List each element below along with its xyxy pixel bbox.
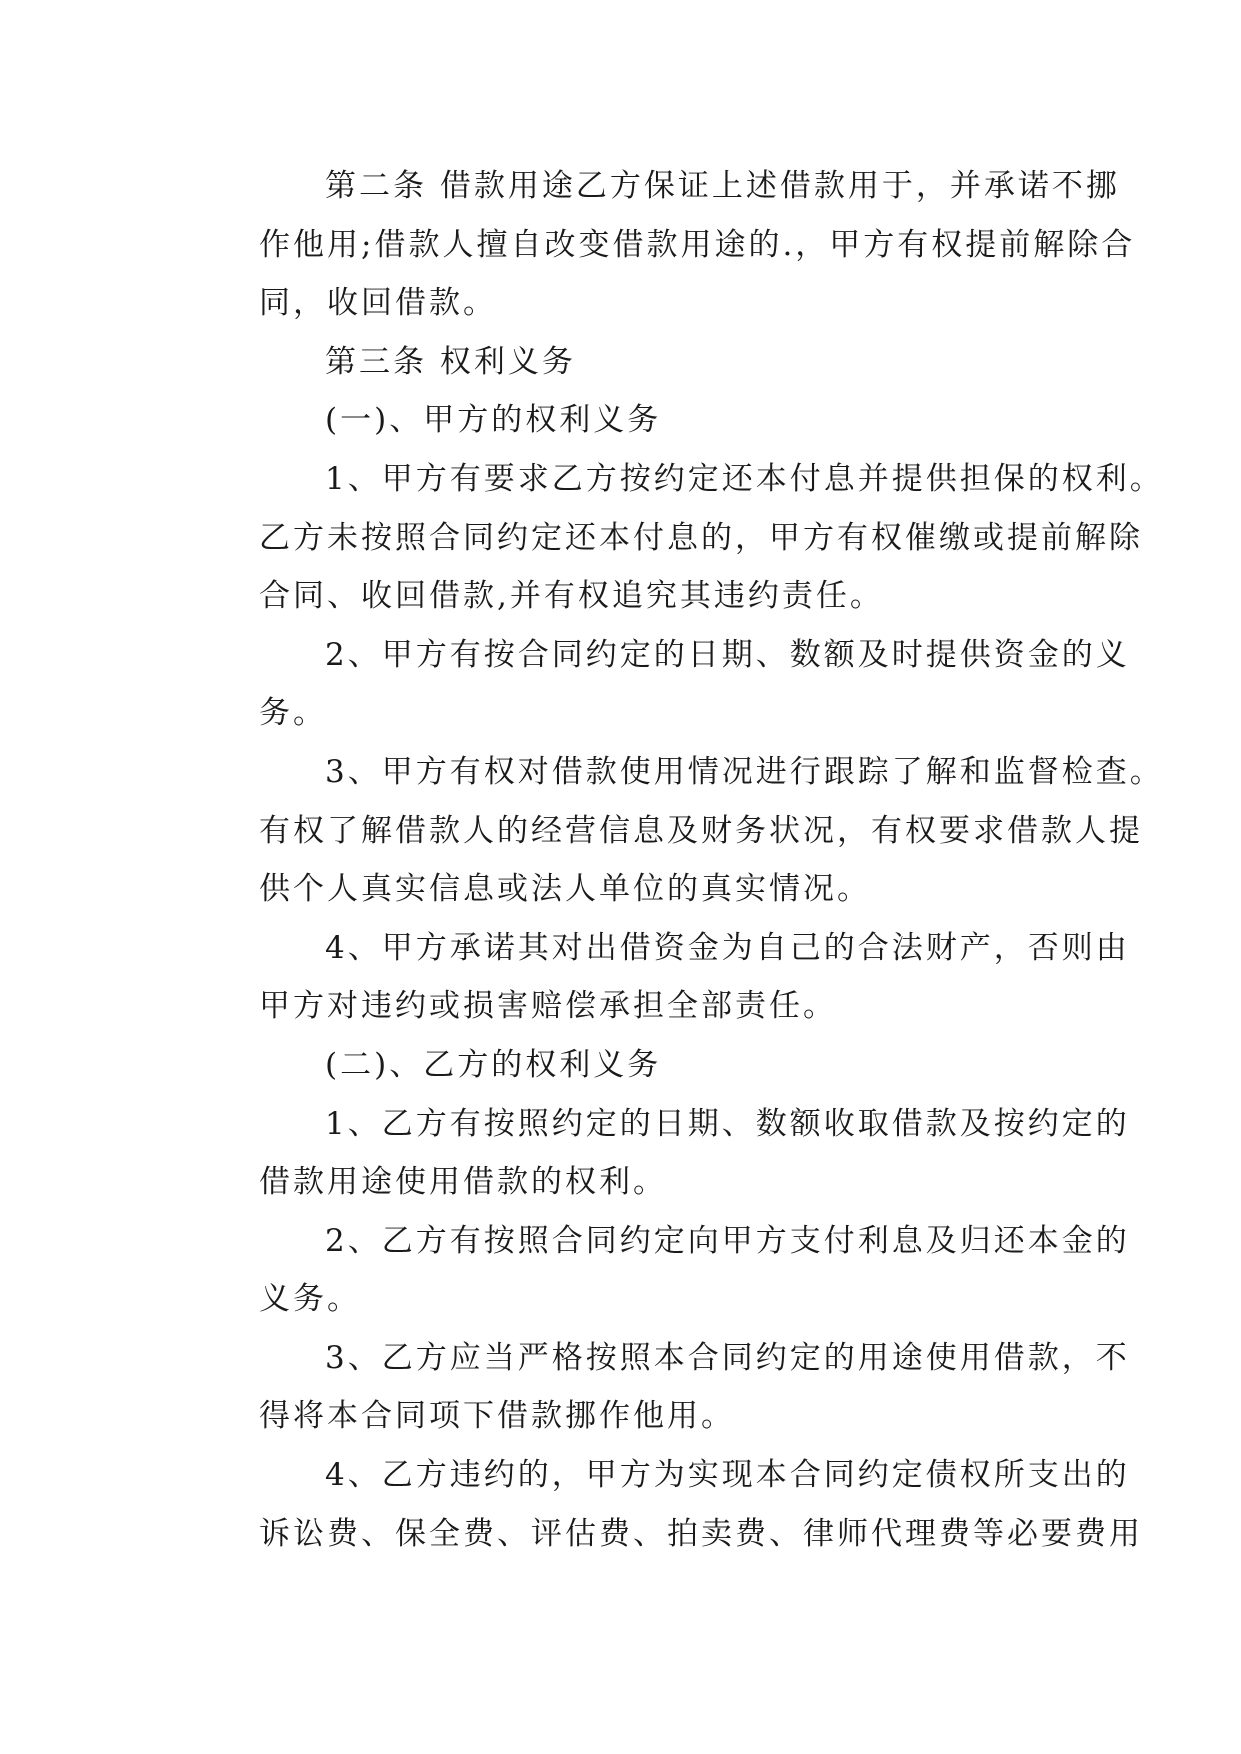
- text-line: 第三条 权利义务: [325, 343, 576, 380]
- party-a-item-2: [193, 626, 1130, 743]
- text-line: 甲方对违约或损害赔偿承担全部责任。: [259, 988, 837, 1025]
- article-2-paragraph: [193, 157, 1136, 333]
- text-line: 2、甲方有按合同约定的日期、数额及时提供资金的义: [325, 636, 1130, 673]
- text-line: 乙方未按照合同约定还本付息的，甲方有权催缴或提前解除: [259, 519, 1143, 556]
- party-a-item-4: [193, 919, 1130, 1036]
- text-line: 3、乙方应当严格按照本合同约定的用途使用借款，不: [325, 1339, 1130, 1376]
- text-line: (二)、乙方的权利义务: [325, 1046, 662, 1083]
- text-line: 作他用;借款人擅自改变借款用途的.，甲方有权提前解除合: [259, 226, 1136, 263]
- text-line: 2、乙方有按照合同约定向甲方支付利息及归还本金的: [325, 1222, 1130, 1259]
- text-line: 第二条 借款用途乙方保证上述借款用于，并承诺不挪: [325, 168, 1120, 204]
- party-b-item-4: [193, 1446, 1143, 1563]
- party-b-item-3: [193, 1329, 1130, 1446]
- section-party-a-heading: [193, 391, 1055, 450]
- text-line: 1、乙方有按照约定的日期、数额收取借款及按约定的: [325, 1105, 1130, 1142]
- text-line: 借款用途使用借款的权利。: [259, 1164, 667, 1201]
- text-line: 诉讼费、保全费、评估费、拍卖费、律师代理费等必要费用: [259, 1515, 1143, 1552]
- party-a-item-3: [193, 743, 1164, 919]
- text-line: 得将本合同项下借款挪作他用。: [259, 1398, 735, 1435]
- text-line: 义务。: [259, 1281, 361, 1318]
- text-line: 有权了解借款人的经营信息及财务状况，有权要求借款人提: [259, 812, 1143, 849]
- party-b-item-2: [193, 1212, 1130, 1329]
- party-b-item-1: [193, 1095, 1130, 1212]
- text-line: 3、甲方有权对借款使用情况进行跟踪了解和监督检查。: [325, 753, 1164, 790]
- text-line: 4、甲方承诺其对出借资金为自己的合法财产，否则由: [325, 929, 1130, 966]
- text-line: 合同、收回借款,并有权追究其违约责任。: [259, 578, 884, 615]
- text-line: 同，收回借款。: [259, 285, 497, 322]
- text-line: 供个人真实信息或法人单位的真实情况。: [259, 871, 871, 908]
- party-a-item-1: [193, 450, 1164, 626]
- text-line: (一)、甲方的权利义务: [325, 402, 662, 439]
- document-body: [193, 157, 1164, 1563]
- text-line: 务。: [259, 695, 327, 732]
- section-party-b-heading: [193, 1036, 1055, 1095]
- text-line: 4、乙方违约的，甲方为实现本合同约定债权所支出的: [325, 1457, 1130, 1494]
- text-line: 1、甲方有要求乙方按约定还本付息并提供担保的权利。: [325, 460, 1164, 497]
- article-3-heading: [193, 333, 1055, 392]
